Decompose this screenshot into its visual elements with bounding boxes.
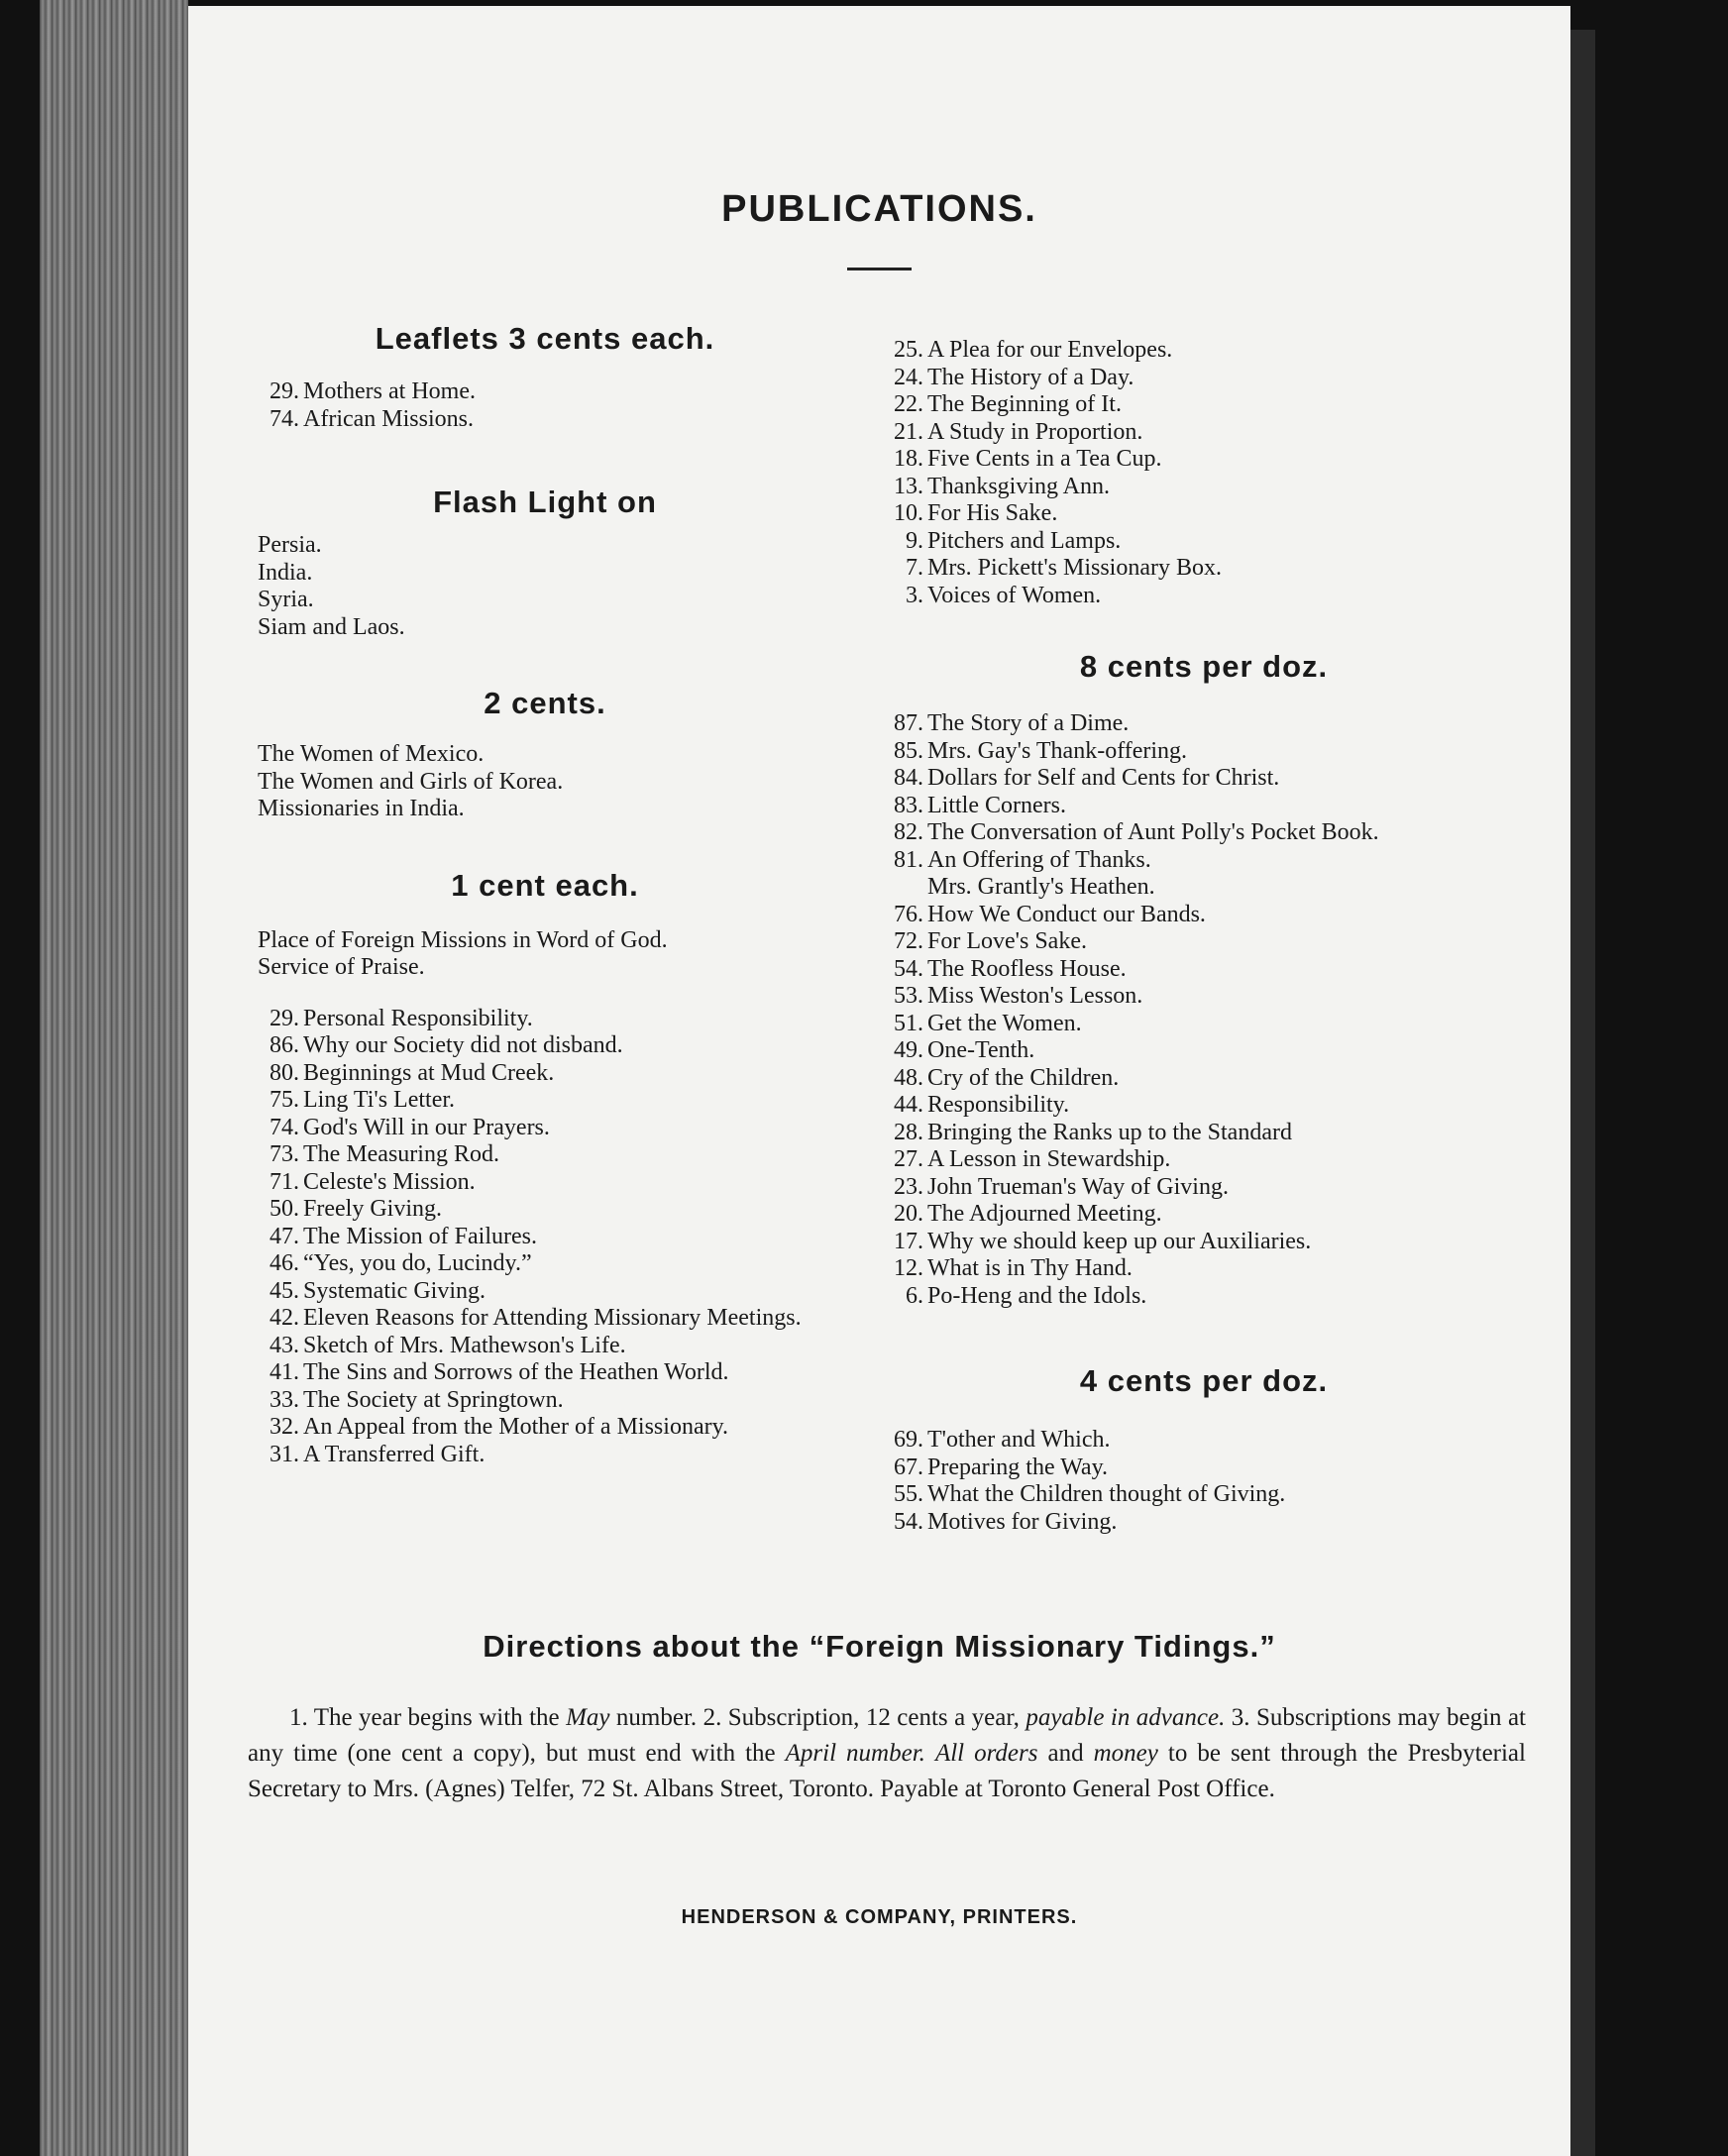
left-column xyxy=(258,321,832,1468)
list-item xyxy=(882,874,1526,902)
item-title: The Measuring Rod. xyxy=(303,1141,499,1167)
list-item xyxy=(882,1481,1526,1509)
list-item xyxy=(882,902,1526,929)
flash-list xyxy=(258,532,832,641)
one-cent-unnumbered-list xyxy=(258,927,832,982)
item-title: For Love's Sake. xyxy=(927,928,1087,954)
leaflets-list xyxy=(258,378,832,433)
item-number: 74. xyxy=(270,405,299,432)
list-item xyxy=(258,1006,832,1033)
list-item: Place of Foreign Missions in Word of God. xyxy=(258,926,668,953)
item-number: 82. xyxy=(894,819,923,845)
item-number: 12. xyxy=(894,1255,923,1281)
list-item xyxy=(258,1278,832,1306)
item-number: 42. xyxy=(270,1305,299,1331)
list-item xyxy=(882,793,1526,820)
item-number: 49. xyxy=(894,1037,923,1063)
right-column xyxy=(882,337,1526,1536)
list-item xyxy=(258,1060,832,1088)
item-title: Five Cents in a Tea Cup. xyxy=(927,446,1162,472)
item-number: 44. xyxy=(894,1092,923,1118)
list-item xyxy=(258,378,832,406)
item-number: 6. xyxy=(906,1282,923,1309)
list-item: The Women and Girls of Korea. xyxy=(258,768,564,795)
item-title: A Plea for our Envelopes. xyxy=(927,337,1173,363)
item-title: What is in Thy Hand. xyxy=(927,1255,1133,1281)
list-item xyxy=(882,1283,1526,1311)
list-item xyxy=(882,1146,1526,1174)
list-item xyxy=(258,1032,832,1060)
list-item xyxy=(882,446,1526,474)
item-title: The History of a Day. xyxy=(927,364,1134,390)
list-item xyxy=(882,928,1526,956)
list-item xyxy=(258,1087,832,1115)
item-title: One-Tenth. xyxy=(927,1037,1035,1063)
list-item: Siam and Laos. xyxy=(258,613,405,640)
list-item xyxy=(882,1011,1526,1038)
one-cent-heading: 1 cent each. xyxy=(451,867,639,903)
item-number: 74. xyxy=(270,1114,299,1140)
item-title: Mrs. Pickett's Missionary Box. xyxy=(927,555,1222,581)
four-cents-heading: 4 cents per doz. xyxy=(1079,1363,1329,1398)
item-number: 29. xyxy=(270,378,299,404)
item-number: 46. xyxy=(270,1250,299,1276)
directions-text: 1. The year begins with the May number. 2. Subscription, 12 cents a year, payable in advance. 3. Subscriptions may begin at any time (one cent a copy), but must end with the April number. All orders and money to be sent through the Presbyterial Secretary to Mrs. (Agnes) Telfer, 72 St. Albans Street, Toronto. Payable at Toronto General Post Office. xyxy=(248,1704,1527,1802)
item-title: The Mission of Failures. xyxy=(303,1223,537,1249)
item-number: 29. xyxy=(270,1005,299,1031)
item-title: The Roofless House. xyxy=(927,955,1127,982)
item-title: Po-Heng and the Idols. xyxy=(927,1282,1147,1309)
item-number: 55. xyxy=(894,1481,923,1507)
item-title: T'other and Which. xyxy=(927,1427,1111,1453)
item-number: 51. xyxy=(894,1010,923,1036)
item-number: 87. xyxy=(894,710,923,736)
flash-heading: Flash Light on xyxy=(433,485,657,519)
item-title: Ling Ti's Letter. xyxy=(303,1087,456,1113)
page-title: PUBLICATIONS. xyxy=(721,188,1037,230)
list-item xyxy=(882,528,1526,556)
item-title: An Offering of Thanks. xyxy=(927,846,1151,873)
item-number: 9. xyxy=(906,527,923,554)
item-title: A Study in Proportion. xyxy=(927,418,1143,445)
item-number: 32. xyxy=(270,1414,299,1440)
item-number: 54. xyxy=(894,1508,923,1535)
list-item: The Women of Mexico. xyxy=(258,741,485,767)
item-number: 21. xyxy=(894,418,923,445)
list-item xyxy=(882,1120,1526,1147)
directions-heading: Directions about the “Foreign Missionary Tidings.” xyxy=(483,1629,1276,1664)
item-title: John Trueman's Way of Giving. xyxy=(927,1173,1229,1200)
book-page-edges xyxy=(40,0,188,2156)
item-title: Sketch of Mrs. Mathewson's Life. xyxy=(303,1332,626,1358)
list-item xyxy=(882,956,1526,984)
item-title: Celeste's Mission. xyxy=(303,1168,476,1195)
item-number: 41. xyxy=(270,1359,299,1385)
list-item xyxy=(882,819,1526,847)
item-title: How We Conduct our Bands. xyxy=(927,901,1206,927)
item-number: 33. xyxy=(270,1386,299,1413)
list-item xyxy=(258,1115,832,1142)
list-item xyxy=(882,1092,1526,1120)
item-title: A Lesson in Stewardship. xyxy=(927,1146,1171,1172)
list-item xyxy=(882,1065,1526,1093)
item-number: 86. xyxy=(270,1032,299,1058)
item-title: African Missions. xyxy=(303,405,474,432)
list-item xyxy=(882,391,1526,419)
list-item: Service of Praise. xyxy=(258,954,425,980)
item-title: Systematic Giving. xyxy=(303,1277,486,1304)
list-item xyxy=(882,1201,1526,1229)
list-item xyxy=(258,1359,832,1387)
item-number: 76. xyxy=(894,901,923,927)
item-title: The Story of a Dime. xyxy=(927,710,1130,736)
one-cent-list xyxy=(258,1006,832,1469)
list-item xyxy=(882,365,1526,392)
item-title: Why our Society did not disband. xyxy=(303,1032,623,1058)
item-title: God's Will in our Prayers. xyxy=(303,1114,550,1140)
item-title: Mrs. Grantly's Heathen. xyxy=(927,874,1155,900)
leaflets-heading: Leaflets 3 cents each. xyxy=(375,321,715,356)
item-number: 43. xyxy=(270,1332,299,1358)
list-item xyxy=(882,847,1526,875)
printer-imprint: HENDERSON & COMPANY, PRINTERS. xyxy=(681,1906,1078,1928)
item-title: What the Children thought of Giving. xyxy=(927,1481,1286,1507)
item-number: 45. xyxy=(270,1277,299,1304)
document-page xyxy=(188,6,1570,2156)
item-number: 23. xyxy=(894,1173,923,1200)
list-item xyxy=(882,419,1526,447)
item-number: 71. xyxy=(270,1168,299,1195)
item-number: 25. xyxy=(894,337,923,363)
item-number: 72. xyxy=(894,928,923,954)
four-cents-list xyxy=(882,1427,1526,1536)
item-title: Little Corners. xyxy=(927,792,1066,818)
item-number: 67. xyxy=(894,1454,923,1480)
list-item xyxy=(882,500,1526,528)
list-item xyxy=(882,765,1526,793)
item-number: 22. xyxy=(894,391,923,417)
list-item xyxy=(882,337,1526,365)
item-number: 84. xyxy=(894,765,923,791)
item-title: Mothers at Home. xyxy=(303,378,476,404)
list-item xyxy=(882,1255,1526,1283)
eight-cents-list xyxy=(882,710,1526,1310)
list-item: Syria. xyxy=(258,587,314,612)
item-number: 24. xyxy=(894,364,923,390)
item-number: 53. xyxy=(894,983,923,1009)
item-number: 83. xyxy=(894,792,923,818)
list-item xyxy=(882,1037,1526,1065)
item-title: Voices of Women. xyxy=(927,582,1102,608)
title-rule xyxy=(847,268,912,270)
list-item: Persia. xyxy=(258,532,322,558)
list-item xyxy=(258,406,832,434)
item-title: A Transferred Gift. xyxy=(303,1441,486,1467)
item-title: The Sins and Sorrows of the Heathen World. xyxy=(303,1359,729,1385)
two-cents-list xyxy=(258,741,832,823)
item-title: Thanksgiving Ann. xyxy=(927,473,1110,499)
list-item: Missionaries in India. xyxy=(258,796,465,821)
eight-cents-heading: 8 cents per doz. xyxy=(1079,649,1329,684)
list-item xyxy=(882,474,1526,501)
list-item xyxy=(258,1333,832,1360)
item-title: Responsibility. xyxy=(927,1092,1070,1118)
item-title: Get the Women. xyxy=(927,1010,1082,1036)
item-number: 85. xyxy=(894,737,923,764)
item-number: 50. xyxy=(270,1196,299,1222)
item-title: The Conversation of Aunt Polly's Pocket Book. xyxy=(927,819,1379,845)
right-top-list xyxy=(882,337,1526,609)
list-item xyxy=(258,1305,832,1333)
item-number: 13. xyxy=(894,473,923,499)
item-number: 31. xyxy=(270,1441,299,1467)
item-number: 69. xyxy=(894,1427,923,1453)
list-item xyxy=(882,1174,1526,1202)
list-item xyxy=(882,555,1526,583)
item-number: 18. xyxy=(894,446,923,472)
list-item xyxy=(882,1509,1526,1537)
item-number: 81. xyxy=(894,846,923,873)
item-number: 80. xyxy=(270,1059,299,1086)
list-item xyxy=(882,1229,1526,1256)
list-item xyxy=(882,1455,1526,1482)
item-number: 54. xyxy=(894,955,923,982)
item-title: Bringing the Ranks up to the Standard xyxy=(927,1119,1292,1145)
item-title: Miss Weston's Lesson. xyxy=(927,983,1143,1009)
item-title: Freely Giving. xyxy=(303,1196,442,1222)
list-item xyxy=(258,1442,832,1469)
item-number: 7. xyxy=(906,555,923,581)
item-number: 75. xyxy=(270,1087,299,1113)
item-title: “Yes, you do, Lucindy.” xyxy=(303,1250,532,1276)
list-item xyxy=(882,583,1526,610)
list-item xyxy=(258,1169,832,1197)
item-number: 27. xyxy=(894,1146,923,1172)
item-number: 20. xyxy=(894,1201,923,1227)
list-item xyxy=(258,1196,832,1224)
item-number: 10. xyxy=(894,500,923,526)
item-title: Mrs. Gay's Thank-offering. xyxy=(927,737,1188,764)
item-title: Personal Responsibility. xyxy=(303,1005,533,1031)
list-item xyxy=(258,1414,832,1442)
list-item xyxy=(882,1427,1526,1455)
item-title: Motives for Giving. xyxy=(927,1508,1118,1535)
list-item xyxy=(258,1387,832,1415)
item-title: The Adjourned Meeting. xyxy=(927,1201,1162,1227)
list-item xyxy=(258,1250,832,1278)
item-number: 48. xyxy=(894,1064,923,1091)
item-number: 17. xyxy=(894,1228,923,1254)
item-title: For His Sake. xyxy=(927,500,1058,526)
item-title: Preparing the Way. xyxy=(927,1454,1109,1480)
list-item xyxy=(258,1224,832,1251)
item-title: The Society at Springtown. xyxy=(303,1386,564,1413)
item-number: 28. xyxy=(894,1119,923,1145)
item-title: Beginnings at Mud Creek. xyxy=(303,1059,555,1086)
two-cents-heading: 2 cents. xyxy=(484,686,606,720)
item-title: Pitchers and Lamps. xyxy=(927,527,1122,554)
list-item: India. xyxy=(258,559,313,586)
list-item xyxy=(882,738,1526,766)
item-title: Cry of the Children. xyxy=(927,1064,1120,1091)
item-title: An Appeal from the Mother of a Missionary. xyxy=(303,1414,729,1440)
item-number: 73. xyxy=(270,1141,299,1167)
item-title: Eleven Reasons for Attending Missionary Meetings. xyxy=(303,1305,802,1331)
item-title: The Beginning of It. xyxy=(927,391,1122,417)
item-number: 3. xyxy=(906,582,923,608)
list-item xyxy=(882,710,1526,738)
item-title: Why we should keep up our Auxiliaries. xyxy=(927,1228,1312,1254)
list-item xyxy=(258,1141,832,1169)
item-title: Dollars for Self and Cents for Christ. xyxy=(927,765,1280,791)
list-item xyxy=(882,983,1526,1011)
item-number: 47. xyxy=(270,1223,299,1249)
